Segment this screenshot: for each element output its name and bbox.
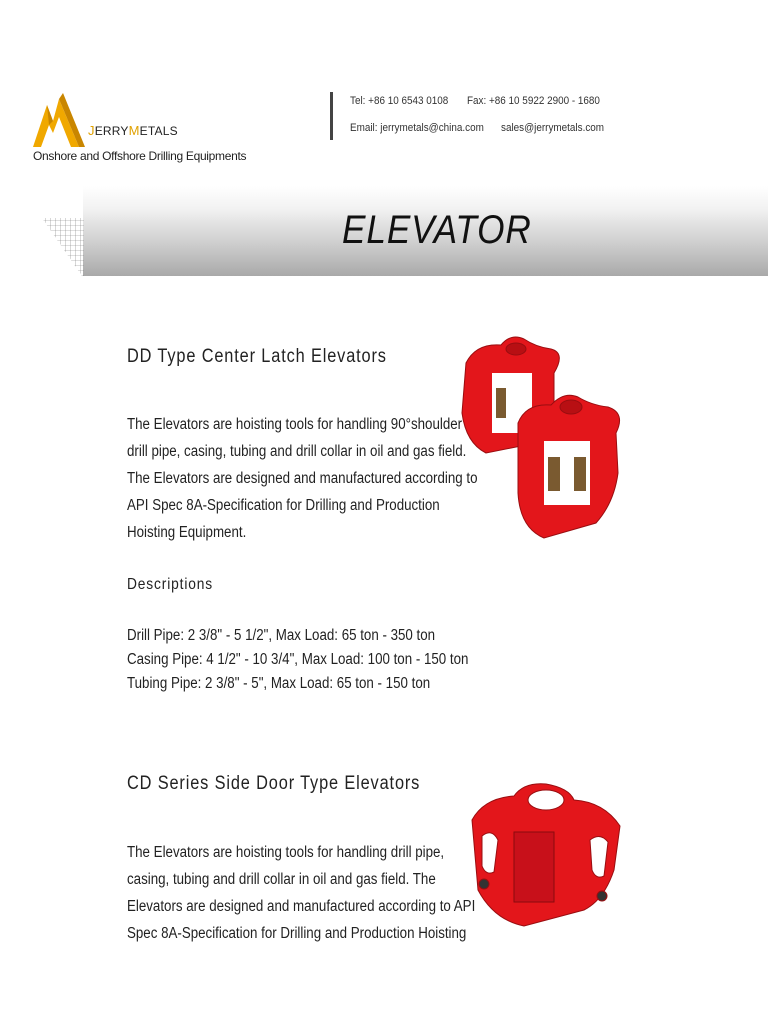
page-title: ELEVATOR — [342, 208, 532, 252]
paragraph-line: Hoisting Equipment. — [127, 524, 247, 541]
paragraph-line: API Spec 8A-Specification for Drilling and Production — [127, 497, 440, 514]
company-tagline: Onshore and Offshore Drilling Equipments — [33, 149, 247, 163]
paragraph-line: Elevators are designed and manufactured according to API — [127, 898, 476, 915]
paragraph-line: The Elevators are designed and manufactured according to — [127, 470, 478, 487]
email-link[interactable]: Email: jerrymetals@china.com — [350, 122, 484, 134]
dd-elevator-image — [456, 333, 630, 545]
tel-number: Tel: +86 10 6543 0108 — [350, 95, 449, 107]
spec-list — [127, 624, 469, 696]
brand-name: JERRYMETALS — [88, 123, 178, 138]
elevator-front — [518, 395, 620, 538]
section1-paragraph — [127, 411, 478, 546]
section2-heading: CD Series Side Door Type Elevators — [127, 773, 421, 794]
descriptions-label: Descriptions — [127, 576, 214, 593]
cd-elevator-image — [464, 780, 624, 928]
paragraph-line: drill pipe, casing, tubing and drill collar in oil and gas field. — [127, 443, 467, 460]
spec-item: Drill Pipe: 2 3/8" - 5 1/2", Max Load: 65 ton - 350 ton — [127, 627, 436, 644]
paragraph-line: The Elevators are hoisting tools for handling drill pipe, — [127, 844, 445, 861]
paragraph-line: The Elevators are hoisting tools for handling 90°shoulder — [127, 416, 463, 433]
section1-heading: DD Type Center Latch Elevators — [127, 346, 387, 367]
grid-decoration — [0, 0, 84, 276]
spec-item: Tubing Pipe: 2 3/8" - 5", Max Load: 65 ton - 150 ton — [127, 675, 431, 692]
sales-email-link[interactable]: sales@jerrymetals.com — [501, 122, 605, 134]
spec-item: Casing Pipe: 4 1/2" - 10 3/4", Max Load: 100 ton - 150 ton — [127, 651, 469, 668]
header-divider — [330, 92, 333, 140]
paragraph-line: Spec 8A-Specification for Drilling and Production Hoisting — [127, 925, 467, 942]
section2-paragraph — [127, 839, 476, 947]
paragraph-line: casing, tubing and drill collar in oil and gas field. The — [127, 871, 436, 888]
fax-number: Fax: +86 10 5922 2900 - 1680 — [467, 95, 600, 107]
